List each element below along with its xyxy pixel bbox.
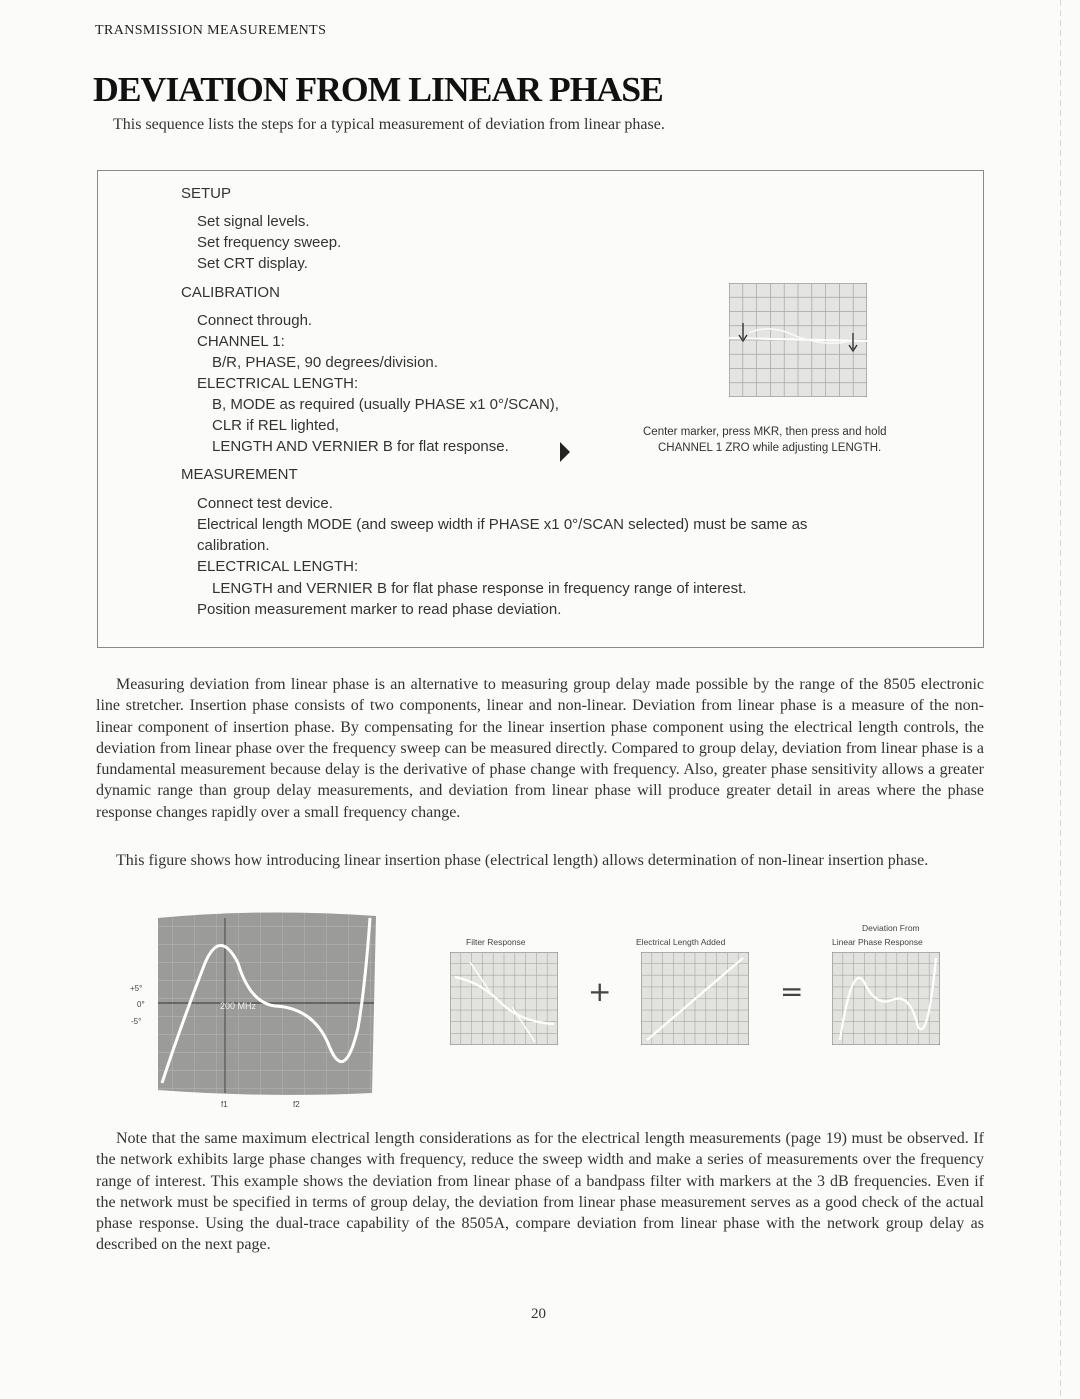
panel-label: Linear Phase Response (832, 937, 923, 947)
page-number: 20 (531, 1306, 546, 1322)
y-axis-label: -5° (131, 1017, 142, 1026)
y-axis-label: 0° (137, 1000, 145, 1009)
panel-label: Electrical Length Added (636, 937, 726, 947)
step: CHANNEL 1: (197, 333, 285, 350)
y-axis-label: +5° (130, 984, 143, 993)
step: Position measurement marker to read phase deviation. (197, 601, 562, 618)
step: B, MODE as required (usually PHASE x1 0°/SCAN), (212, 396, 559, 413)
step: Set frequency sweep. (197, 234, 342, 251)
panel-label: Deviation From (862, 923, 920, 933)
body-paragraph: Note that the same maximum electrical length considerations as for the electrical length measurements (page 19) must be observed. If the network exhibits large phase changes with frequency, reduce the sweep width and make a series of measurements over the frequency range of interest. This example shows the deviation from linear phase of a bandpass filter with markers at the 3 dB frequencies. Even if the network must be specified in terms of group delay, the deviation from linear phase measurement serves as a good check of the actual phase response. Using the dual-trace capability of the 8505A, compare deviation from linear phase with the network group delay as described on the next page. (96, 1130, 984, 1254)
step: LENGTH AND VERNIER B for flat response. (212, 438, 509, 455)
step: Connect test device. (197, 495, 333, 512)
step: calibration. (197, 537, 270, 554)
intro-text: This sequence lists the steps for a typical measurement of deviation from linear phase. (113, 116, 665, 133)
measurement-heading: MEASUREMENT (181, 466, 298, 483)
plus-sign: + (588, 975, 612, 1008)
equals-sign: = (780, 975, 804, 1008)
step: Electrical length MODE (and sweep width if PHASE x1 0°/SCAN selected) must be same as (197, 516, 808, 533)
step: Set CRT display. (197, 255, 308, 272)
step: Set signal levels. (197, 213, 310, 230)
crt-calibration-image (729, 283, 867, 397)
step: Connect through. (197, 312, 313, 329)
deviation-panel (832, 952, 940, 1045)
section-header: TRANSMISSION MEASUREMENTS (95, 23, 327, 38)
electrical-length-panel (641, 952, 749, 1045)
x-axis-label: f2 (293, 1100, 300, 1109)
body-paragraph: Measuring deviation from linear phase is an alternative to measuring group delay made possible by the range of the 8505 electronic line stretcher. Insertion phase consists of two components, linear and non-linear. Deviation from linear phase is a measure of the non-linear component of insertion phase. By compensating for the linear insertion phase component using the electrical length controls, the deviation from linear phase over the frequency sweep can be measured directly. Compared to group delay, deviation from linear phase is a fundamental measurement because delay is the derivative of phase change with frequency. Also, greater phase sensitivity allows a greater dynamic range than group delay measurements, and deviation from linear phase will produce greater detail in areas where the phase response changes rapidly over a small frequency change. (96, 676, 984, 821)
page-edge (1060, 0, 1061, 1399)
arrow-right-icon (559, 441, 571, 463)
setup-heading: SETUP (181, 185, 232, 202)
calibration-heading: CALIBRATION (181, 284, 280, 301)
step: B/R, PHASE, 90 degrees/division. (212, 354, 438, 371)
calibration-caption: CHANNEL 1 ZRO while adjusting LENGTH. (658, 442, 882, 454)
photo-frequency-label: 200 MHz (220, 1001, 257, 1011)
step: LENGTH and VERNIER B for flat phase response in frequency range of interest. (212, 580, 747, 597)
step: CLR if REL lighted, (212, 417, 340, 434)
page-title: DEVIATION FROM LINEAR PHASE (93, 70, 663, 109)
step: ELECTRICAL LENGTH: (197, 558, 359, 575)
calibration-caption: Center marker, press MKR, then press and hold (643, 426, 887, 438)
step: ELECTRICAL LENGTH: (197, 375, 359, 392)
procedure-box (97, 170, 984, 648)
body-paragraph: This figure shows how introducing linear insertion phase (electrical length) allows determination of non-linear insertion phase. (116, 852, 929, 869)
panel-label: Filter Response (466, 937, 526, 947)
crt-deviation-photo (150, 908, 380, 1098)
filter-response-panel (450, 952, 558, 1045)
x-axis-label: f1 (221, 1100, 228, 1109)
